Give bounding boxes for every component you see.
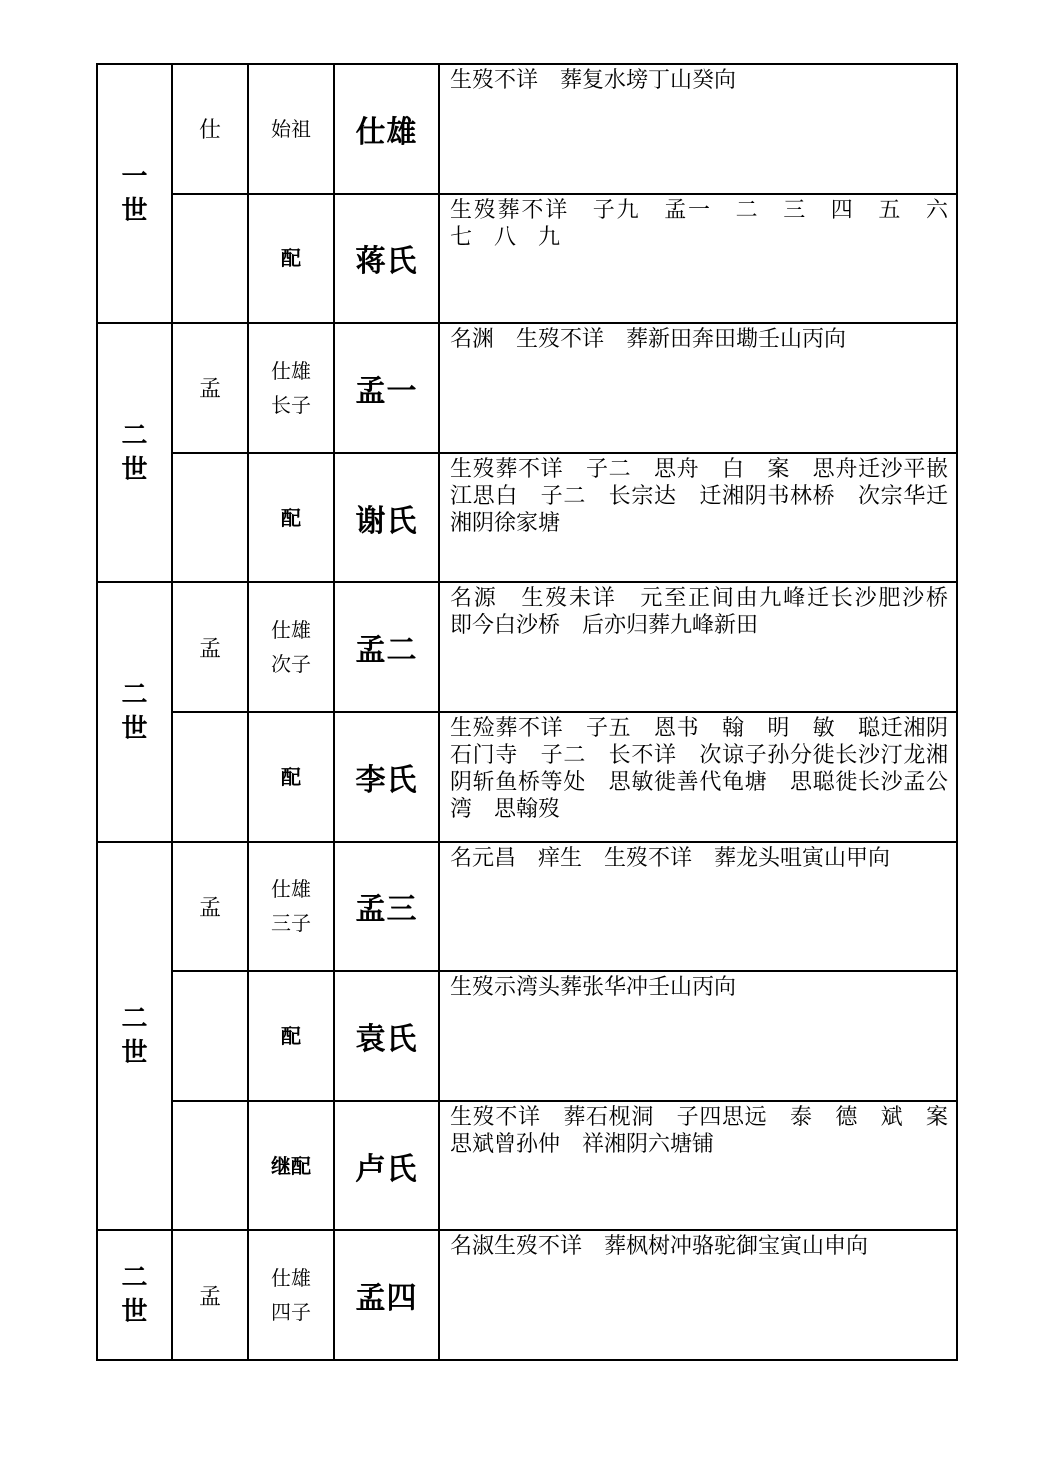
genealogy-table [96,63,971,1361]
generation-cell: 一 世 [97,64,172,323]
name-cell: 李氏 [334,712,439,842]
note-cell: 生歿示湾头葬张华冲壬山丙向 [439,971,957,1101]
name-cell: 袁氏 [334,971,439,1101]
table-row [97,1101,957,1231]
table-row [97,971,957,1101]
table-row [97,842,957,972]
generation-char-cell: 孟 [172,582,248,712]
relation-cell: 配 [248,453,334,583]
name-cell: 孟四 [334,1230,439,1360]
name-cell: 卢氏 [334,1101,439,1231]
note-cell: 生殓葬不详 子五 恩书 翰 明 敏 聪迁湘阴石门寺 子二 长不详 次谅子孙分徙长沙汀龙湘阴斩鱼桥等处 思敏徙善代龟塘 思聪徙长沙孟公湾 思翰歿 [439,712,957,842]
relation-cell: 继配 [248,1101,334,1231]
relation-cell: 始祖 [248,64,334,194]
note-cell: 名淑生歿不详 葬枫树冲骆驼御宝寅山申向 [439,1230,957,1360]
generation-char-cell [172,712,248,842]
note-cell: 生歿不详 葬复水塝丁山癸向 [439,64,957,194]
name-cell: 孟二 [334,582,439,712]
generation-cell: 二 世 [97,1230,172,1360]
table-row [97,582,957,712]
name-cell: 仕雄 [334,64,439,194]
relation-cell: 仕雄 次子 [248,582,334,712]
table-row [97,323,957,453]
table-row [97,1230,957,1360]
name-cell: 孟三 [334,842,439,972]
generation-char-cell: 孟 [172,1230,248,1360]
generation-cell: 二 世 [97,582,172,841]
relation-cell: 配 [248,971,334,1101]
relation-cell: 仕雄 四子 [248,1230,334,1360]
generation-char-cell [172,453,248,583]
generation-char-cell: 孟 [172,323,248,453]
note-cell: 生歿葬不详 子九 孟一 二 三 四 五 六 七 八 九 [439,194,957,324]
note-cell: 名渊 生歿不详 葬新田奔田墈壬山丙向 [439,323,957,453]
generation-char-cell: 孟 [172,842,248,972]
note-cell: 名元昌 痒生 生歿不详 葬龙头咀寅山甲向 [439,842,957,972]
generation-char-cell [172,194,248,324]
table-row [97,64,957,194]
generation-char-cell: 仕 [172,64,248,194]
generation-char-cell [172,1101,248,1231]
note-cell: 名源 生歿未详 元至正间由九峰迁长沙肥沙桥 即今白沙桥 后亦归葬九峰新田 [439,582,957,712]
generation-cell: 二 世 [97,842,172,1231]
relation-cell: 配 [248,712,334,842]
note-cell: 生歿葬不详 子二 思舟 白 案 思舟迁沙平嵌江思白 子二 长宗达 迁湘阴书林桥 次宗华迁湘阴徐家塘 [439,453,957,583]
note-cell: 生歿不详 葬石枧洞 子四思远 泰 德 斌 案思斌曾孙仲 祥湘阴六塘铺 [439,1101,957,1231]
generation-char-cell [172,971,248,1101]
relation-cell: 配 [248,194,334,324]
table-row [97,712,957,842]
relation-cell: 仕雄 长子 [248,323,334,453]
name-cell: 谢氏 [334,453,439,583]
name-cell: 孟一 [334,323,439,453]
generation-cell: 二 世 [97,323,172,582]
table-row [97,453,957,583]
relation-cell: 仕雄 三子 [248,842,334,972]
name-cell: 蒋氏 [334,194,439,324]
table-row [97,194,957,324]
